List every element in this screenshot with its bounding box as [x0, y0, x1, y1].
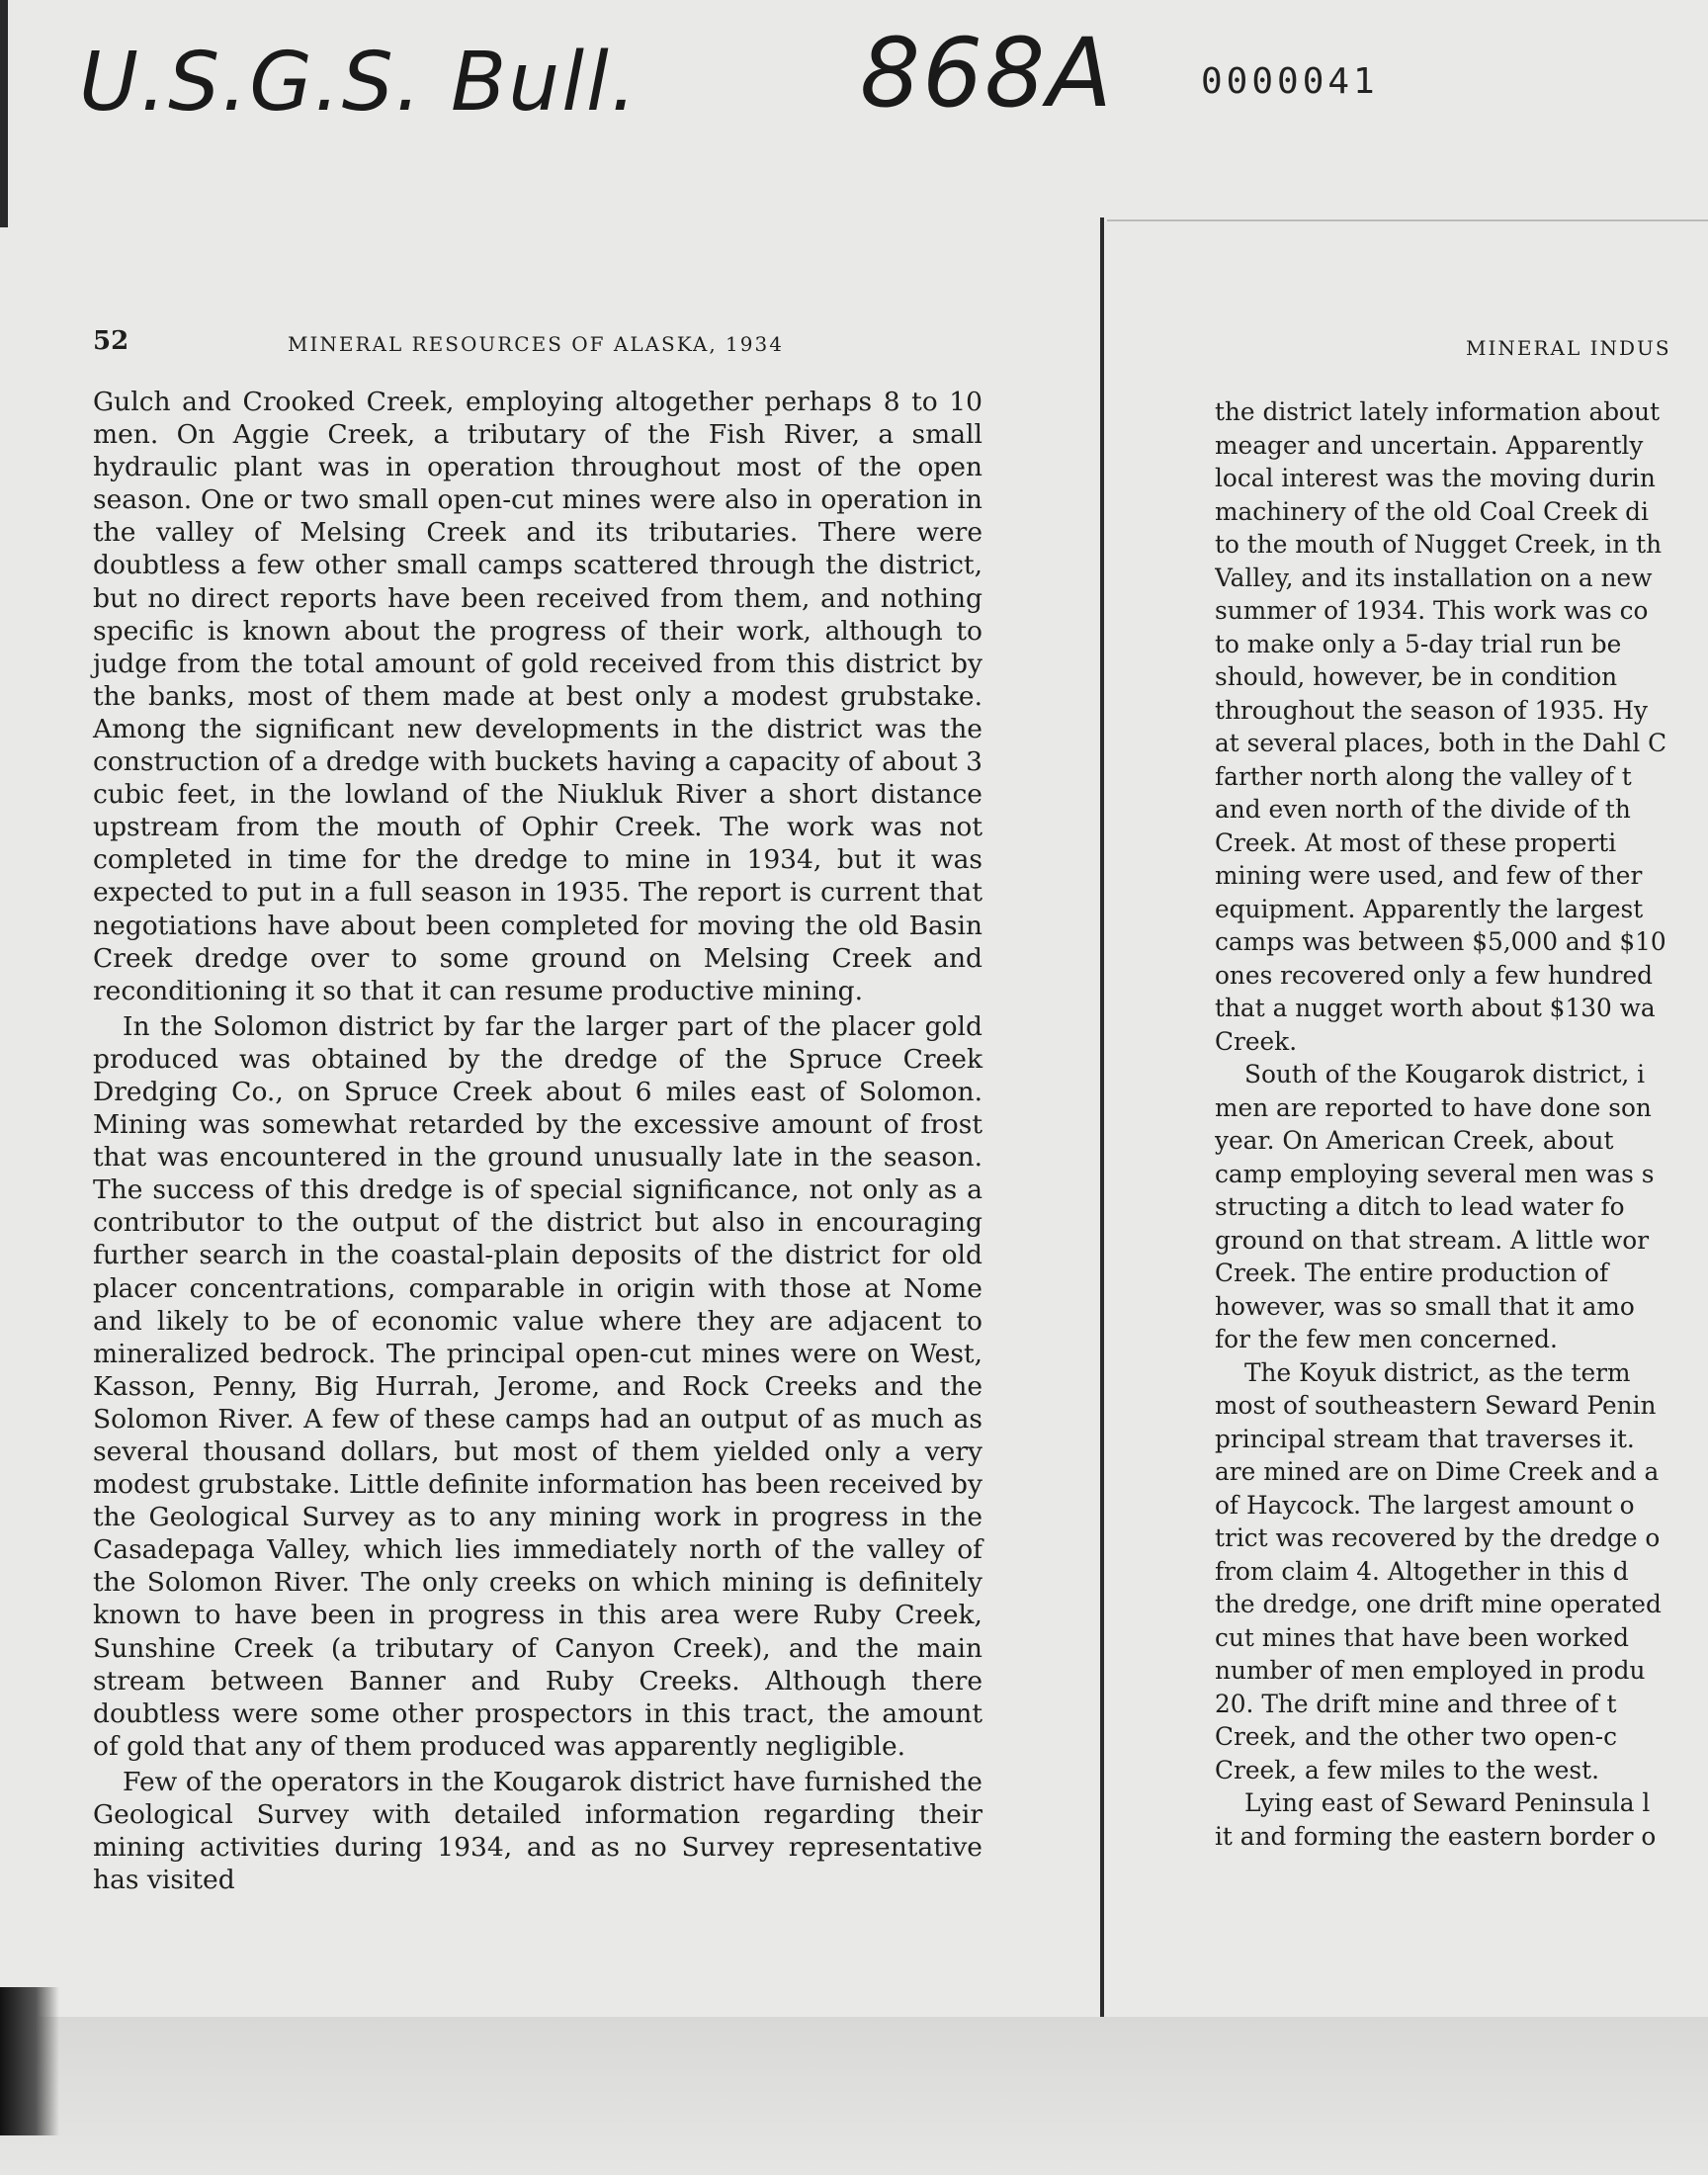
handwritten-bulletin-number: 868A: [860, 18, 1114, 129]
page-number: 52: [93, 326, 129, 356]
text-line: year. On American Creek, about: [1215, 1126, 1614, 1155]
text-line: men are reported to have done son: [1215, 1092, 1652, 1122]
text-line: the dredge, one drift mine operated: [1215, 1590, 1662, 1618]
scan-background: [0, 2017, 1708, 2175]
text-line: camps was between $5,000 and $10: [1215, 927, 1666, 956]
text-line: machinery of the old Coal Creek di: [1215, 496, 1649, 526]
running-head-right: MINERAL INDUS: [1466, 336, 1671, 360]
text-line: Lying east of Seward Peninsula l: [1244, 1788, 1651, 1817]
text-line: 20. The drift mine and three of t: [1215, 1689, 1617, 1718]
scan-shadow: [0, 1987, 59, 2135]
right-page: [1215, 336, 1708, 1878]
text-line: at several places, both in the Dahl C: [1215, 729, 1667, 757]
text-line: ground on that stream. A little wor: [1215, 1225, 1650, 1255]
text-line: Creek. At most of these properti: [1215, 827, 1617, 857]
text-line: of Haycock. The largest amount o: [1215, 1490, 1635, 1520]
scan-edge: [0, 0, 8, 227]
text-line: should, however, be in condition: [1215, 662, 1618, 691]
text-line: however, was so small that it amo: [1215, 1291, 1635, 1321]
text-line: from claim 4. Altogether in this d: [1215, 1556, 1629, 1586]
body-text: [93, 386, 982, 1896]
text-line: cut mines that have been worked: [1215, 1622, 1629, 1652]
text-line: Creek, a few miles to the west.: [1215, 1755, 1599, 1784]
paragraph: In the Solomon district by far the larger part of the placer gold produced was obtained by the dredge of the Spruce Creek Dredging Co., on Spruce Creek about 6 miles east of Solomon. Mining was somewhat retarded by the excessive amount of frost that was encountered in the ground unusually late in the season. The success of this dredge is of special significance, not only as a contributor to the output of the district but also in encouraging further search in the coastal-plain deposits of the district for old placer concentrations, comparable in origin with those at Nome and likely to be of economic value where they are adjacent to mineralized bedrock. The principal open-cut mines were on West, Kasson, Penny, Big Hurrah, Jerome, and Rock Creeks and the Solomon River. A few of these camps had an output of as much as several thousand dollars, but most of them yielded only a very modest grubstake. Little definite information has been received by the Geological Survey as to any mining work in progress in the Casadepaga Valley, which lies immediately north of the valley of the Solomon River. The only creeks on which mining is definitely known to have been in progress in this area were Ruby Creek, Sunshine Creek (a tributary of Canyon Creek), and the main stream between Banner and Ruby Creeks. Although there doubtless were some other prospectors in this tract, the amount of gold that any of them produced was apparently negligible.: [93, 1010, 982, 1762]
text-line: summer of 1934. This work was co: [1215, 596, 1649, 625]
text-line: are mined are on Dime Creek and a: [1215, 1457, 1660, 1486]
text-line: meager and uncertain. Apparently: [1215, 430, 1644, 460]
text-line: camp employing several men was s: [1215, 1159, 1655, 1188]
text-line: principal stream that traverses it.: [1215, 1424, 1635, 1453]
text-line: Creek. The entire production of: [1215, 1259, 1609, 1287]
text-line: mining were used, and few of ther: [1215, 861, 1643, 890]
text-line: The Koyuk district, as the term: [1244, 1357, 1631, 1387]
text-line: ones recovered only a few hundred: [1215, 960, 1654, 990]
text-line: and even north of the divide of th: [1215, 795, 1631, 824]
text-line: for the few men concerned.: [1215, 1325, 1558, 1353]
text-line: to make only a 5-day trial run be: [1215, 629, 1622, 658]
text-line: farther north along the valley of t: [1215, 761, 1632, 791]
page-edge-line: [1107, 219, 1708, 221]
text-line: throughout the season of 1935. Hy: [1215, 695, 1648, 725]
text-line: South of the Kougarok district, i: [1244, 1060, 1646, 1088]
paragraph: Gulch and Crooked Creek, employing altogether perhaps 8 to 10 men. On Aggie Creek, a tributary of the Fish River, a small hydraulic plant was in operation throughout most of the open season. One or two small open-cut mines were also in operation in the valley of Melsing Creek and its tributaries. There were doubtless a few other small camps scattered through the district, but no direct reports have been received from them, and nothing specific is known about the progress of their work, although to judge from the total amount of gold received from this district by the banks, most of them made at best only a modest grubstake. Among the significant new developments in the district was the construction of a dredge with buckets having a capacity of about 3 cubic feet, in the lowland of the Niukluk River a short distance upstream from the mouth of Ophir Creek. The work was not completed in time for the dredge to mine in 1934, but it was expected to put in a full season in 1935. The report is current that negotiations have about been completed for moving the old Basin Creek dredge over to some ground on Melsing Creek and reconditioning it so that it can resume productive mining.: [93, 387, 982, 1006]
text-line: equipment. Apparently the largest: [1215, 894, 1644, 923]
handwritten-annotation: [79, 18, 1176, 146]
page-gutter: [1100, 218, 1104, 2017]
text-line: Creek, and the other two open-c: [1215, 1722, 1617, 1751]
text-line: it and forming the eastern border o: [1215, 1821, 1657, 1851]
text-line: number of men employed in produ: [1215, 1656, 1646, 1685]
text-line: most of southeastern Seward Penin: [1215, 1391, 1657, 1420]
text-line: Valley, and its installation on a new: [1215, 563, 1653, 592]
paragraph: Few of the operators in the Kougarok district have furnished the Geological Survey with detailed information regarding their mining activities during 1934, and as no Survey representative has visited: [93, 1766, 982, 1896]
text-line: structing a ditch to lead water fo: [1215, 1192, 1625, 1221]
text-line: Creek.: [1215, 1026, 1298, 1056]
left-page: [93, 326, 982, 1896]
text-line: local interest was the moving durin: [1215, 464, 1656, 492]
right-page-text: [1215, 395, 1666, 1853]
running-head: MINERAL RESOURCES OF ALASKA, 1934: [288, 332, 784, 356]
handwritten-series: U.S.G.S. Bull.: [79, 36, 639, 130]
text-line: the district lately information about: [1215, 397, 1661, 426]
stamped-document-number: 0000041: [1201, 61, 1379, 102]
page-header: [93, 326, 982, 366]
text-line: to the mouth of Nugget Creek, in th: [1215, 530, 1663, 559]
text-line: trict was recovered by the dredge o: [1215, 1523, 1661, 1552]
text-line: that a nugget worth about $130 wa: [1215, 994, 1656, 1022]
